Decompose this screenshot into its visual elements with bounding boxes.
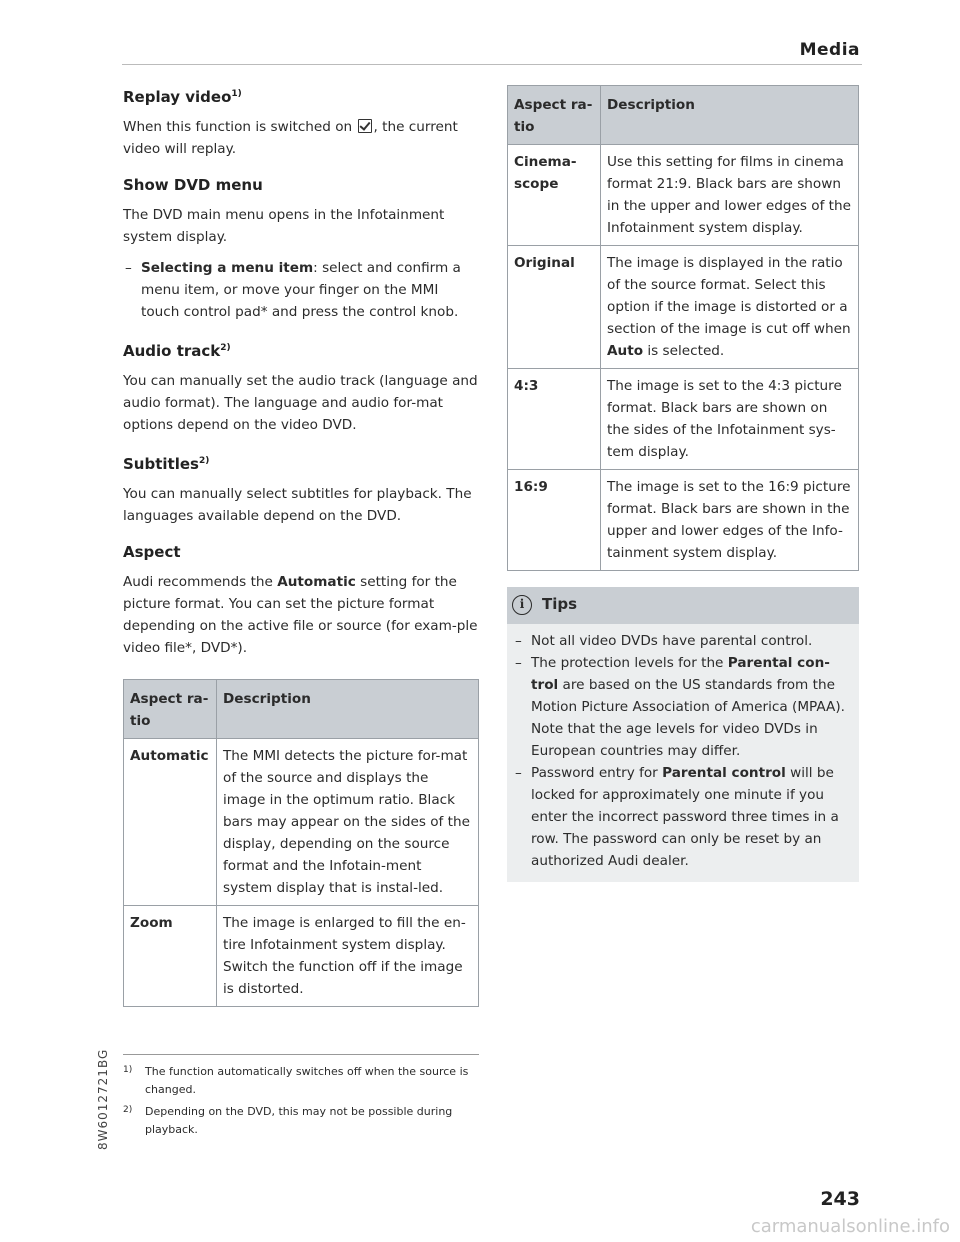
table-cell-desc: The image is set to the 4:3 picture format. Black bars are shown on the sides of the Infotainment sys-tem display. <box>601 369 859 470</box>
table-row <box>508 470 859 571</box>
audio-track-heading: Audio track$^{2)}$ <box>123 342 231 360</box>
checkbox-checked-icon <box>358 119 372 133</box>
table-cell-desc: The image is displayed in the ratio of the source format. Select this option if the image is distorted or a section of the image is cut off when Auto is selected. <box>601 246 859 369</box>
footnote-1: 1) The function automatically switches off when the source is changed. <box>123 1065 469 1096</box>
table-cell-key: 4:3 <box>508 369 601 470</box>
table-header-aspect: Aspect ra-tio <box>508 86 601 145</box>
tip-item: – Password entry for Parental control will be locked for approximately one minute if you enter the incorrect password three times in a row. The password can only be reset by an authorized Audi dealer. <box>515 765 839 869</box>
table-row <box>508 145 859 246</box>
tips-header <box>507 587 859 624</box>
footnote-rule <box>123 1054 479 1055</box>
info-circle-icon: i <box>512 595 532 615</box>
footnote-ref-1[interactable]: 1) <box>231 89 242 99</box>
aspect-table-right <box>507 85 859 571</box>
table-cell-key: 16:9 <box>508 470 601 571</box>
selecting-menu-item: – Selecting a menu item: select and confirm a menu item, or move your finger on the MMI touch control pad* and press the control knob. <box>125 260 461 320</box>
table-cell-desc: The image is set to the 16:9 picture format. Black bars are shown in the upper and lower edges of the Info-tainment system display. <box>601 470 859 571</box>
table-row <box>508 246 859 369</box>
table-cell-desc: The image is enlarged to fill the en-tire Infotainment system display. Switch the function off if the image is distorted. <box>217 906 479 1007</box>
tip-item: – Not all video DVDs have parental control. <box>515 633 813 649</box>
top-rule <box>122 64 862 65</box>
footnote-ref-2[interactable]: 2) <box>220 343 231 353</box>
show-dvd-menu-text: The DVD main menu opens in the Infotainment system display. <box>123 207 445 245</box>
table-header-row <box>508 86 859 145</box>
table-cell-key: Zoom <box>124 906 217 1007</box>
page-number: 243 <box>820 1188 860 1210</box>
tips-body <box>507 624 859 882</box>
subtitles-heading: Subtitles$^{2)}$ <box>123 455 210 473</box>
table-cell-desc: Use this setting for films in cinema format 21:9. Black bars are shown in the upper and lower edges of the Infotainment system display. <box>601 145 859 246</box>
watermark[interactable]: carmanualsonline.info <box>750 1216 950 1237</box>
tips-label: Tips <box>542 595 578 613</box>
audio-track-text: You can manually set the audio track (language and audio format). The language and audio for-mat options depend on the video DVD. <box>123 373 478 433</box>
table-cell-key: Cinema-scope <box>508 145 601 246</box>
show-dvd-menu-heading: Show DVD menu <box>123 176 263 194</box>
footnote-2: 2) Depending on the DVD, this may not be possible during playback. <box>123 1105 453 1136</box>
footnotes <box>123 1054 479 1143</box>
document-code: 8W6012721BG <box>96 1048 110 1150</box>
table-header-aspect: Aspect ra-tio <box>124 680 217 739</box>
table-header-description: Description <box>601 86 859 145</box>
footnote-ref-2b[interactable]: 2) <box>198 456 210 466</box>
section-title: Media <box>799 40 860 60</box>
replay-video-heading: Replay video$^{1)}$ <box>123 88 242 106</box>
table-cell-desc: The MMI detects the picture for-mat of the source and displays the image in the optimum ratio. Black bars may appear on the sides of the display, depending on the source format and the Infotain-ment system display that is instal-led. <box>217 739 479 906</box>
tips-box <box>507 587 859 882</box>
aspect-table-left <box>123 679 479 1007</box>
right-column <box>507 85 859 882</box>
table-row <box>508 369 859 470</box>
left-column <box>123 78 479 1007</box>
table-row <box>124 906 479 1007</box>
table-header-row <box>124 680 479 739</box>
aspect-heading: Aspect <box>123 543 181 561</box>
table-header-description: Description <box>217 680 479 739</box>
replay-video-text: When this function is switched on , the current video will replay. <box>123 119 458 157</box>
subtitles-text: You can manually select subtitles for playback. The languages available depend on the DVD. <box>123 486 472 524</box>
table-cell-key: Automatic <box>124 739 217 906</box>
table-cell-key: Original <box>508 246 601 369</box>
table-row <box>124 739 479 906</box>
aspect-text: Audi recommends the Automatic setting for the picture format. You can set the picture format depending on the active file or source (for exam-ple video file*, DVD*). <box>123 574 478 656</box>
tip-item: – The protection levels for the Parental con-trol are based on the US standards from the Motion Picture Association of America (MPAA). Note that the age levels for video DVDs in European countries may differ. <box>515 655 845 759</box>
